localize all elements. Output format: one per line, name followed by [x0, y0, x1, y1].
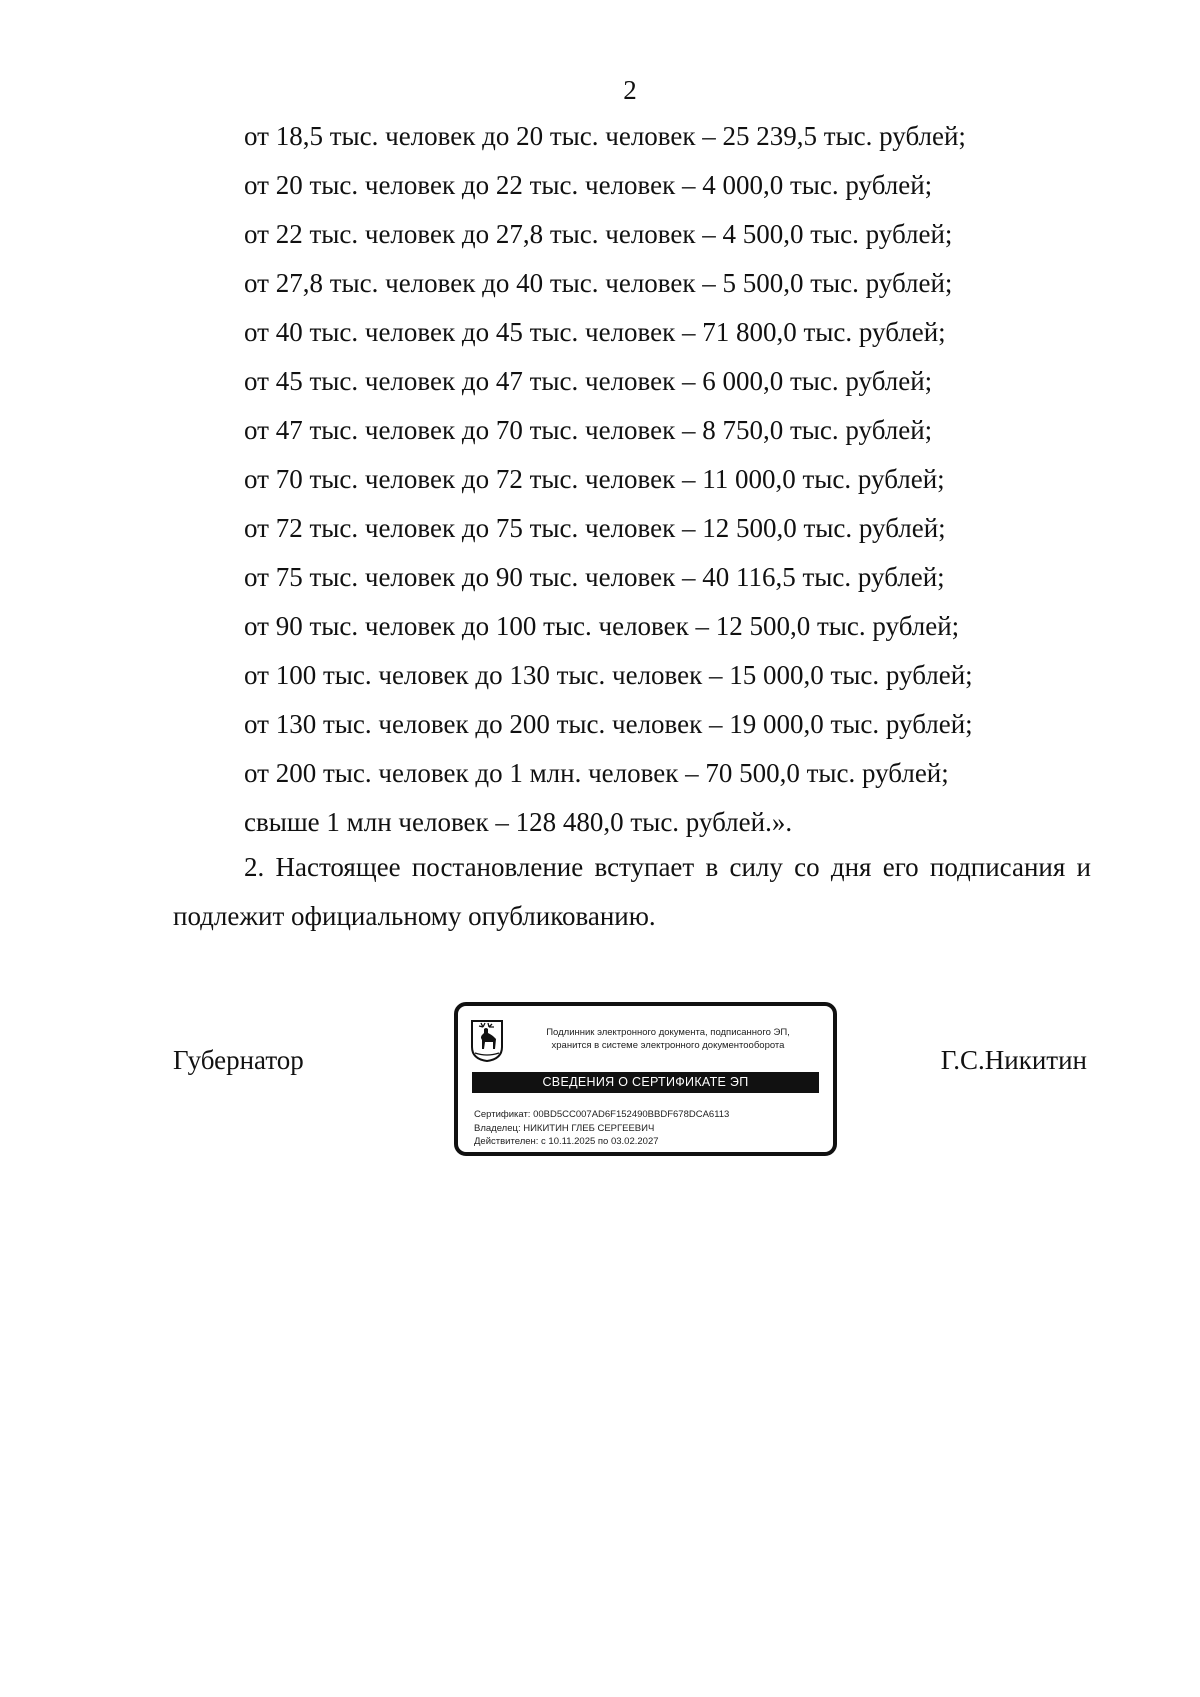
- governor-name: Г.С.Никитин: [940, 1045, 1087, 1075]
- clause-2-paragraph: 2. Настоящее постановление вступает в силу со дня его подписания и подлежит официальному опубликованию.: [173, 852, 1091, 931]
- list-item: свыше 1 млн человек – 128 480,0 тыс. рублей.».: [244, 807, 793, 837]
- page-number: 2: [623, 75, 637, 105]
- stamp-title-bar: СВЕДЕНИЯ О СЕРТИФИКАТЕ ЭП: [472, 1072, 819, 1093]
- list-item: от 130 тыс. человек до 200 тыс. человек – 19 000,0 тыс. рублей;: [244, 709, 973, 739]
- list-item: от 47 тыс. человек до 70 тыс. человек – 8 750,0 тыс. рублей;: [244, 415, 933, 445]
- list-item: от 75 тыс. человек до 90 тыс. человек – 40 116,5 тыс. рублей;: [244, 562, 945, 592]
- list-item: от 90 тыс. человек до 100 тыс. человек – 12 500,0 тыс. рублей;: [244, 611, 960, 641]
- tier-list: [244, 112, 973, 847]
- list-item: от 22 тыс. человек до 27,8 тыс. человек – 4 500,0 тыс. рублей;: [244, 219, 953, 249]
- stamp-certificate-details: [474, 1108, 729, 1149]
- certificate-number: Сертификат: 00BD5CC007AD6F152490BBDF678DCA6113: [474, 1109, 730, 1120]
- certificate-validity: Действителен: с 10.11.2025 по 03.02.2027: [474, 1136, 659, 1147]
- list-item: от 45 тыс. человек до 47 тыс. человек – 6 000,0 тыс. рублей;: [244, 366, 933, 396]
- stamp-notice-line: Подлинник электронного документа, подписанного ЭП,: [546, 1027, 790, 1038]
- list-item: от 100 тыс. человек до 130 тыс. человек – 15 000,0 тыс. рублей;: [244, 660, 973, 690]
- list-item: от 40 тыс. человек до 45 тыс. человек – 71 800,0 тыс. рублей;: [244, 317, 946, 347]
- list-item: от 18,5 тыс. человек до 20 тыс. человек – 25 239,5 тыс. рублей;: [244, 121, 966, 151]
- stamp-notice: [518, 1026, 818, 1052]
- stamp-notice-line: хранится в системе электронного документооборота: [551, 1040, 785, 1051]
- list-item: от 72 тыс. человек до 75 тыс. человек – 12 500,0 тыс. рублей;: [244, 513, 946, 543]
- deer-emblem-icon: [470, 1019, 504, 1063]
- list-item: от 20 тыс. человек до 22 тыс. человек – 4 000,0 тыс. рублей;: [244, 170, 933, 200]
- governor-title: Губернатор: [173, 1045, 304, 1075]
- list-item: от 70 тыс. человек до 72 тыс. человек – 11 000,0 тыс. рублей;: [244, 464, 945, 494]
- electronic-signature-stamp: [454, 1002, 837, 1156]
- list-item: от 200 тыс. человек до 1 млн. человек – 70 500,0 тыс. рублей;: [244, 758, 949, 788]
- list-item: от 27,8 тыс. человек до 40 тыс. человек – 5 500,0 тыс. рублей;: [244, 268, 953, 298]
- certificate-owner: Владелец: НИКИТИН ГЛЕБ СЕРГЕЕВИЧ: [474, 1122, 655, 1134]
